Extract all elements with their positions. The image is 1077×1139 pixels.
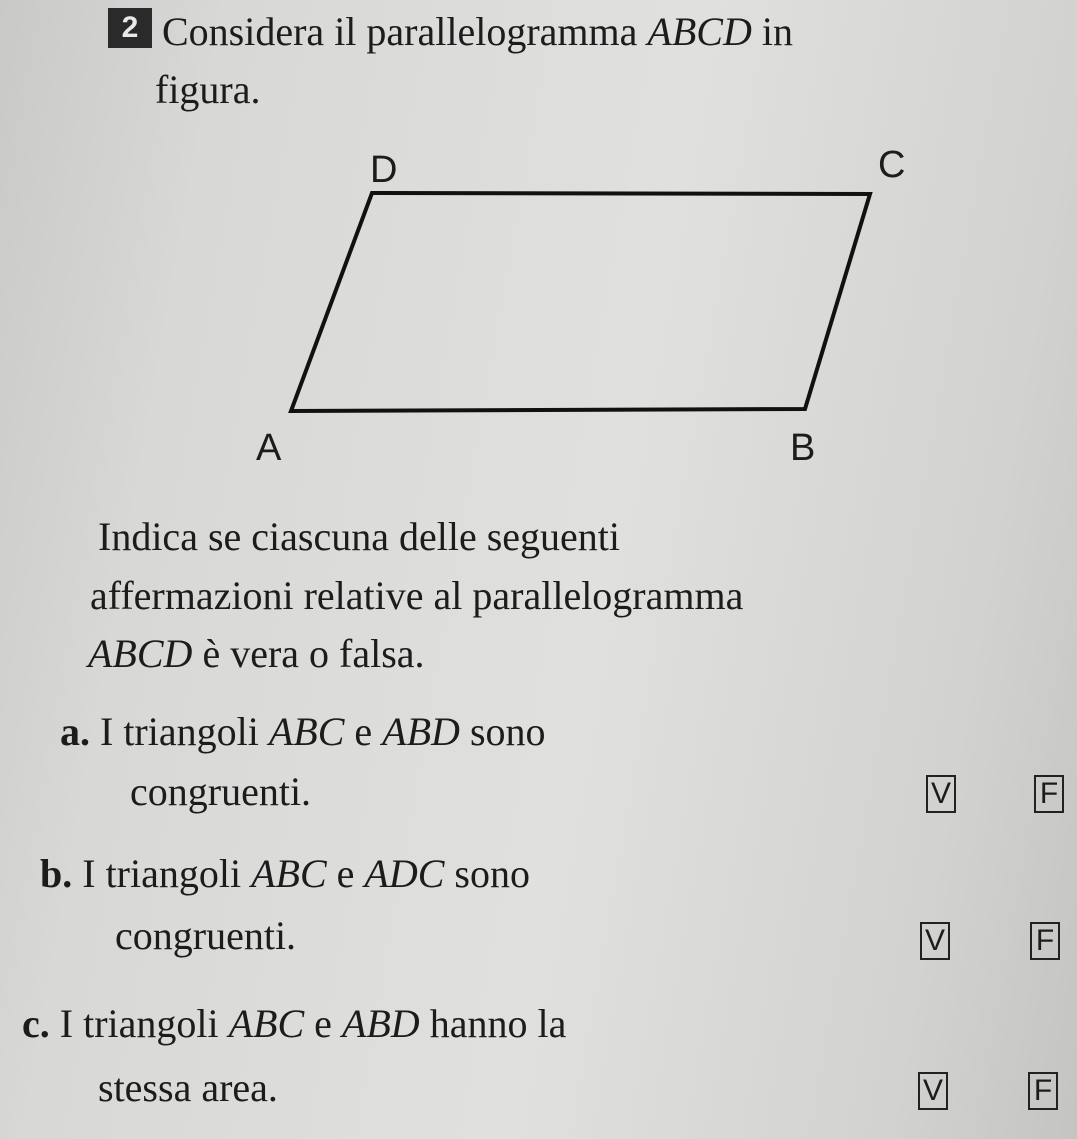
statement-c-text: I triangoli — [59, 1001, 229, 1046]
statement-b-true-box[interactable]: V — [920, 922, 950, 960]
statement-b-false-box[interactable]: F — [1030, 922, 1060, 960]
parallelogram-abcd — [291, 193, 870, 411]
statement-c-post: hanno la — [419, 1001, 567, 1046]
statement-c-line-1 — [22, 1000, 566, 1048]
statement-a-label: a. — [60, 709, 90, 754]
vertex-label-a: A — [256, 427, 282, 469]
vertex-label-b: B — [790, 427, 816, 469]
statement-a-line-1 — [60, 708, 546, 756]
statement-b-mid: e — [326, 851, 365, 896]
instruction-line-1: Indica se ciascuna delle seguenti — [98, 514, 620, 559]
intro-math: ABCD — [647, 9, 752, 54]
statement-c-mid: e — [304, 1001, 342, 1046]
vertex-label-c: C — [878, 144, 906, 186]
statement-c-true-box[interactable]: V — [918, 1072, 948, 1110]
statement-a-math-2: ABD — [382, 709, 460, 754]
statement-b-post: sono — [444, 851, 530, 896]
statement-a-post: sono — [459, 709, 546, 754]
statement-c-label: c. — [22, 1001, 50, 1046]
statement-a-true-box[interactable]: V — [926, 775, 956, 813]
instruction-math: ABCD — [88, 631, 193, 676]
intro-text-end: in — [751, 9, 793, 54]
intro-line-2: figura. — [155, 67, 261, 112]
statement-b-label: b. — [40, 851, 73, 896]
statement-b-line-2: congruenti. — [115, 913, 297, 958]
instruction-line-3 — [88, 630, 425, 678]
statement-a-false-box[interactable]: F — [1034, 775, 1064, 813]
instruction-text: è vera o falsa. — [192, 631, 425, 676]
statement-b-math-1: ABC — [251, 851, 327, 896]
statement-a-line-2: congruenti. — [130, 769, 312, 814]
statement-b-text: I triangoli — [82, 851, 252, 896]
exercise-number-badge: 2 — [108, 8, 152, 48]
statement-b-line-1 — [40, 850, 530, 898]
statement-a-math-1: ABC — [268, 709, 345, 754]
instruction-line-2: affermazioni relative al parallelogramma — [90, 573, 744, 618]
statement-a-mid: e — [344, 709, 383, 754]
statement-b-math-2: ADC — [364, 851, 445, 896]
statement-c-math-2: ABD — [341, 1001, 420, 1046]
statement-c-false-box[interactable]: F — [1028, 1072, 1058, 1110]
intro-text: Considera il parallelogramma — [162, 9, 648, 54]
vertex-label-d: D — [370, 149, 398, 191]
statement-c-line-2: stessa area. — [98, 1065, 278, 1110]
statement-a-text: I triangoli — [100, 709, 269, 754]
statement-c-math-1: ABC — [228, 1001, 305, 1046]
